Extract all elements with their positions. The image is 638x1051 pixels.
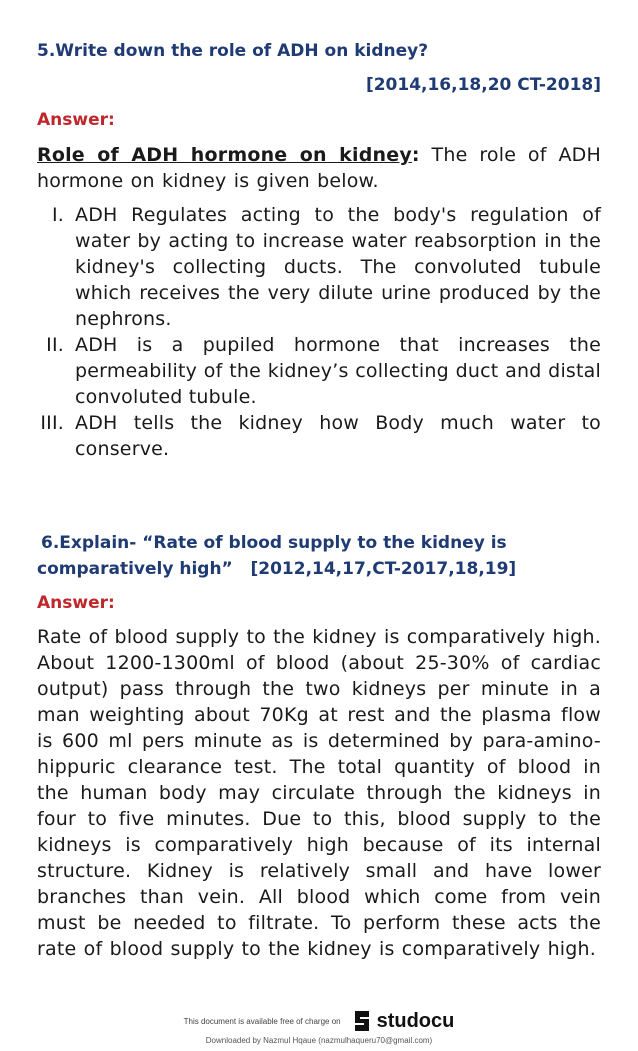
list-item: [20, 202, 601, 332]
question-6-title: [37, 530, 603, 582]
list-item-text: ADH tells the kidney how Body much water to conserve.: [75, 412, 601, 460]
studocu-brand[interactable]: [351, 1009, 455, 1033]
question-5-marks: [2014,16,18,20 CT-2018]: [365, 75, 601, 95]
list-item-text: ADH Regulates acting to the body's regulation of water by acting to increase water reabsorption in the kidney's collecting ducts. The convoluted tubule which receives the very dilute urine produced by the nephrons.: [75, 204, 601, 330]
footer-banner: [0, 1008, 638, 1034]
role-intro-text: The role of ADH hormone on kidney is given below.: [37, 144, 601, 192]
blood-supply-paragraph: Rate of blood supply to the kidney is comparatively high. About 1200-1300ml of blood (about 25-30% of cardiac output) pass through the two kidneys per minute in a man weighting about 70Kg at rest and the plasma flow is 600 ml pers minute as is determined by para-amino-hippuric clearance test. The total quantity of blood in the human body may circulate through the kidneys in four to five minutes. Due to this, blood supply to the kidneys is comparatively high because of its internal structure. Kidney is relatively small and have lower branches than vein. All blood which come from vein must be needed to filtrate. To perform these acts the rate of blood supply to the kidney is comparatively high.: [37, 626, 602, 960]
question-5-title: 5.Write down the role of ADH on kidney?: [37, 41, 429, 61]
brand-name: studocu: [376, 1009, 455, 1032]
role-intro-paragraph: [37, 142, 601, 194]
list-item: [20, 332, 601, 410]
answer-label-q6: Answer:: [37, 593, 115, 613]
answer-label-q5: Answer:: [37, 110, 115, 130]
role-colon: :: [411, 144, 420, 166]
download-notice: Downloaded by Nazmul Hqaue (nazmulhaqueru70@gmail.com): [205, 1036, 433, 1045]
list-item-number: I.: [51, 204, 64, 226]
role-heading: Role of ADH hormone on kidney: [37, 144, 412, 166]
list-item-text: ADH is a pupiled hormone that increases the permeability of the kidney’s collecting duct and distal convoluted tubule.: [75, 334, 601, 408]
adh-role-list: [20, 202, 601, 462]
studocu-logo-icon: [351, 1009, 373, 1033]
footer-note: This document is available free of charge on: [183, 1016, 341, 1026]
list-item-number: III.: [40, 412, 64, 434]
question-6-title-line-1: 6.Explain- “Rate of blood supply to the kidney is: [41, 533, 507, 553]
question-6-title-line-2: comparatively high” [2012,14,17,CT-2017,18,19]: [37, 559, 517, 579]
list-item: [20, 410, 601, 462]
list-item-number: II.: [46, 334, 64, 356]
